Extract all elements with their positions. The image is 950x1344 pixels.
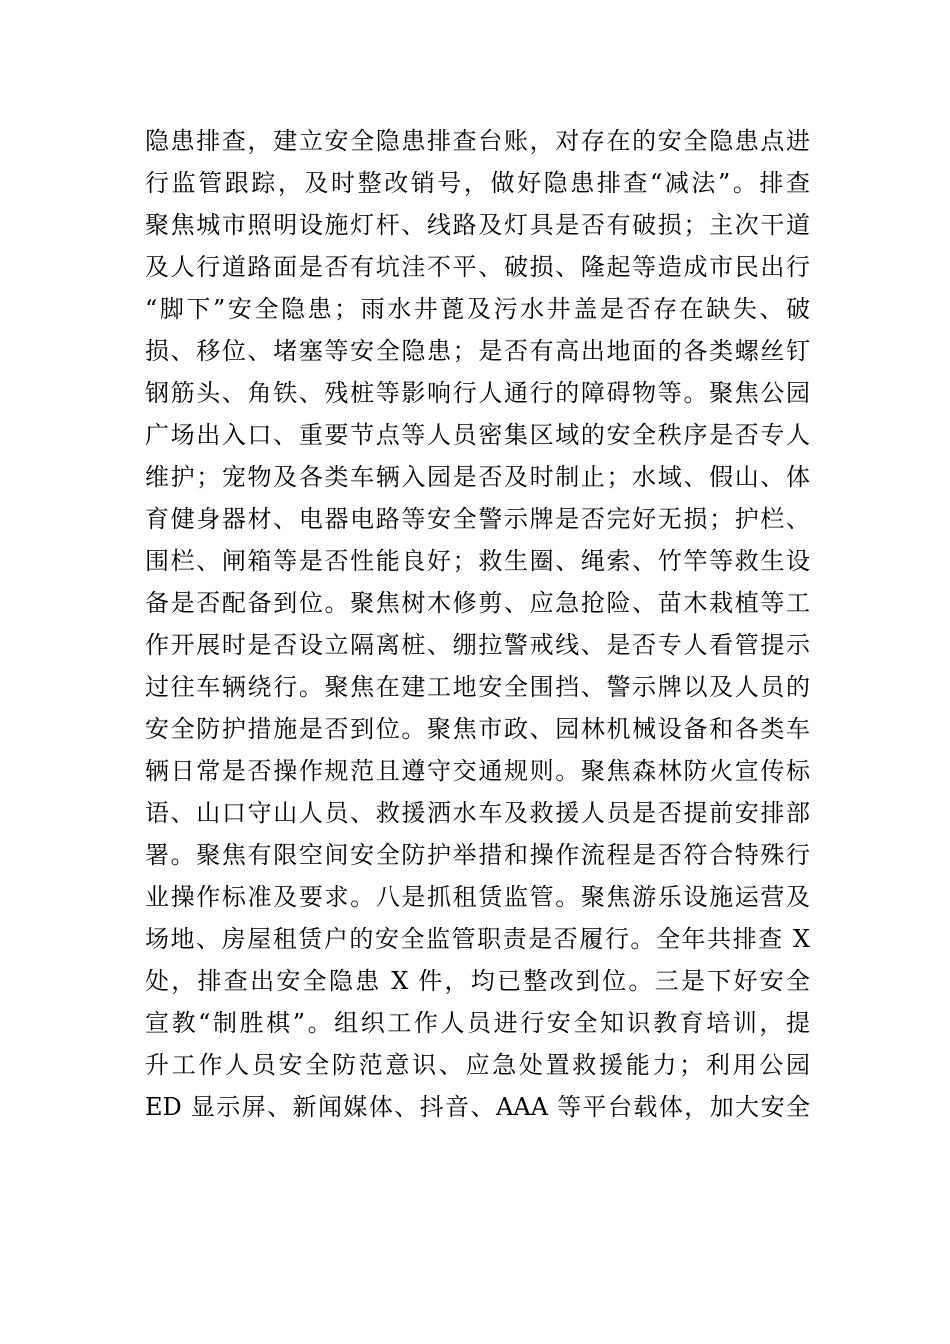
text-line-7: 钢筋头、角铁、残桩等影响行人通行的障碍物等。聚焦公园: [145, 379, 810, 407]
text-line-20: 场地、房屋租赁户的安全监管职责是否履行。全年共排查 X: [145, 925, 810, 953]
text-line-6: 损、移位、堵塞等安全隐患；是否有高出地面的各类螺丝钉: [145, 337, 810, 365]
text-line-12: 备是否配备到位。聚焦树木修剪、应急抢险、苗木栽植等工: [145, 589, 810, 617]
text-line-10: 育健身器材、电器电路等安全警示牌是否完好无损；护栏、: [145, 505, 810, 533]
text-line-23: 升工作人员安全防范意识、应急处置救援能力；利用公园: [145, 1051, 810, 1079]
body-paragraph: [145, 120, 810, 1128]
text-line-9: 维护；宠物及各类车辆入园是否及时制止；水域、假山、体: [145, 463, 810, 491]
text-line-18: 署。聚焦有限空间安全防护举措和操作流程是否符合特殊行: [145, 841, 810, 869]
text-line-19: 业操作标准及要求。八是抓租赁监管。聚焦游乐设施运营及: [145, 883, 810, 911]
text-line-15: 安全防护措施是否到位。聚焦市政、园林机械设备和各类车: [145, 715, 810, 743]
text-line-3: 聚焦城市照明设施灯杆、线路及灯具是否有破损；主次干道: [145, 211, 810, 239]
text-line-2: 行监管跟踪，及时整改销号，做好隐患排查“减法”。排查: [145, 169, 810, 197]
text-line-1: 隐患排查，建立安全隐患排查台账，对存在的安全隐患点进: [145, 127, 810, 155]
text-line-11: 围栏、闸箱等是否性能良好；救生圈、绳索、竹竿等救生设: [145, 547, 810, 575]
text-line-16: 辆日常是否操作规范且遵守交通规则。聚焦森林防火宣传标: [145, 757, 810, 785]
text-line-5: “脚下”安全隐患；雨水井蓖及污水井盖是否存在缺失、破: [145, 295, 810, 323]
text-line-22: 宣教“制胜棋”。组织工作人员进行安全知识教育培训，提: [145, 1009, 810, 1037]
text-line-8: 广场出入口、重要节点等人员密集区域的安全秩序是否专人: [145, 421, 810, 449]
text-line-14: 过往车辆绕行。聚焦在建工地安全围挡、警示牌以及人员的: [145, 673, 810, 701]
text-line-17: 语、山口守山人员、救援洒水车及救援人员是否提前安排部: [145, 799, 810, 827]
text-line-13: 作开展时是否设立隔离桩、绷拉警戒线、是否专人看管提示: [145, 631, 810, 659]
text-line-24: ED 显示屏、新闻媒体、抖音、AAA 等平台载体，加大安全: [145, 1093, 810, 1121]
text-line-21: 处，排查出安全隐患 X 件，均已整改到位。三是下好安全: [145, 967, 810, 995]
text-line-4: 及人行道路面是否有坑洼不平、破损、隆起等造成市民出行: [145, 253, 810, 281]
